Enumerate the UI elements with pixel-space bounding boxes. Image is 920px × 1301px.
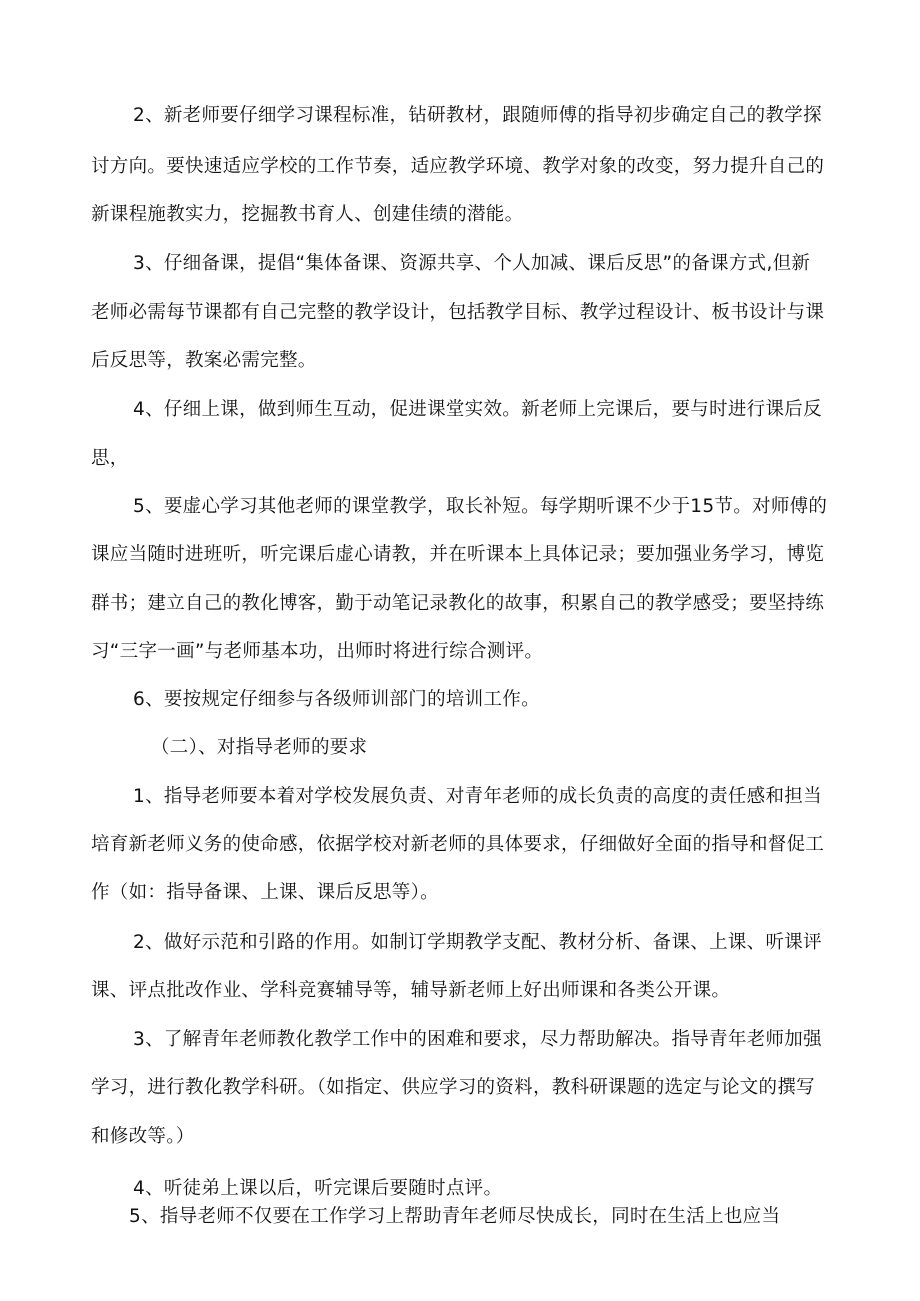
mentor-paragraph-5-line-1: 5、指导老师不仅要在工作学习上帮助青年老师尽快成长，同时在生活上也应当 [129, 1206, 781, 1227]
paragraph-5-line-3: 群书；建立自己的教化博客，勤于动笔记录教化的故事，积累自己的教学感受；要坚持练 [91, 593, 825, 614]
paragraph-5-line-1: 5、要虚心学习其他老师的课堂教学，取长补短。每学期听课不少于15节。对师傅的 [133, 496, 828, 517]
mentor-paragraph-3-line-1: 3、了解青年老师教化教学工作中的困难和要求，尽力帮助解决。指导青年老师加强 [133, 1029, 822, 1050]
mentor-paragraph-1-line-1: 1、指导老师要本着对学校发展负责、对青年老师的成长负责的高度的责任感和担当 [133, 786, 822, 807]
mentor-paragraph-3-line-3: 和修改等。） [91, 1126, 195, 1147]
mentor-paragraph-2-line-1: 2、做好示范和引路的作用。如制订学期教学支配、教材分析、备课、上课、听课评 [133, 932, 822, 953]
paragraph-2-line-1: 2、新老师要仔细学习课程标准，钻研教材，跟随师傅的指导初步确定自己的教学探 [133, 105, 822, 126]
paragraph-3-line-1: 3、仔细备课，提倡“集体备课、资源共享、个人加减、课后反思”的备课方式,但新 [133, 253, 811, 274]
paragraph-3-line-3: 后反思等，教案必需完整。 [91, 350, 317, 371]
mentor-paragraph-2-line-2: 课、评点批改作业、学科竞赛辅导等，辅导新老师上好出师课和各类公开课。 [91, 980, 731, 1001]
mentor-paragraph-4-line-1: 4、听徒弟上课以后，听完课后要随时点评。 [133, 1178, 503, 1199]
mentor-paragraph-3-line-2: 学习，进行教化教学科研。（如指定、供应学习的资料，教科研课题的选定与论文的撰写 [91, 1077, 815, 1098]
paragraph-2-line-2: 讨方向。要快速适应学校的工作节奏，适应教学环境、教学对象的改变，努力提升自己的 [91, 156, 825, 177]
paragraph-2-line-3: 新课程施教实力，挖掘教书育人、创建佳绩的潜能。 [91, 204, 524, 225]
paragraph-4-line-2: 思， [91, 448, 129, 469]
section-heading: （二）、对指导老师的要求 [151, 737, 368, 758]
paragraph-4-line-1: 4、仔细上课，做到师生互动，促进课堂实效。新老师上完课后，要与时进行课后反 [133, 399, 822, 420]
paragraph-5-line-4: 习“三字一画”与老师基本功，出师时将进行综合测评。 [91, 641, 544, 662]
mentor-paragraph-1-line-2: 培育新老师义务的使命感，依据学校对新老师的具体要求，仔细做好全面的指导和督促工 [91, 834, 825, 855]
paragraph-5-line-2: 课应当随时进班听，听完课后虚心请教，并在听课本上具体记录；要加强业务学习，博览 [91, 544, 825, 565]
mentor-paragraph-1-line-3: 作（如：指导备课、上课、课后反思等）。 [91, 882, 439, 903]
paragraph-3-line-2: 老师必需每节课都有自己完整的教学设计，包括教学目标、教学过程设计、板书设计与课 [91, 302, 825, 323]
paragraph-6-line-1: 6、要按规定仔细参与各级师训部门的培训工作。 [133, 689, 540, 710]
